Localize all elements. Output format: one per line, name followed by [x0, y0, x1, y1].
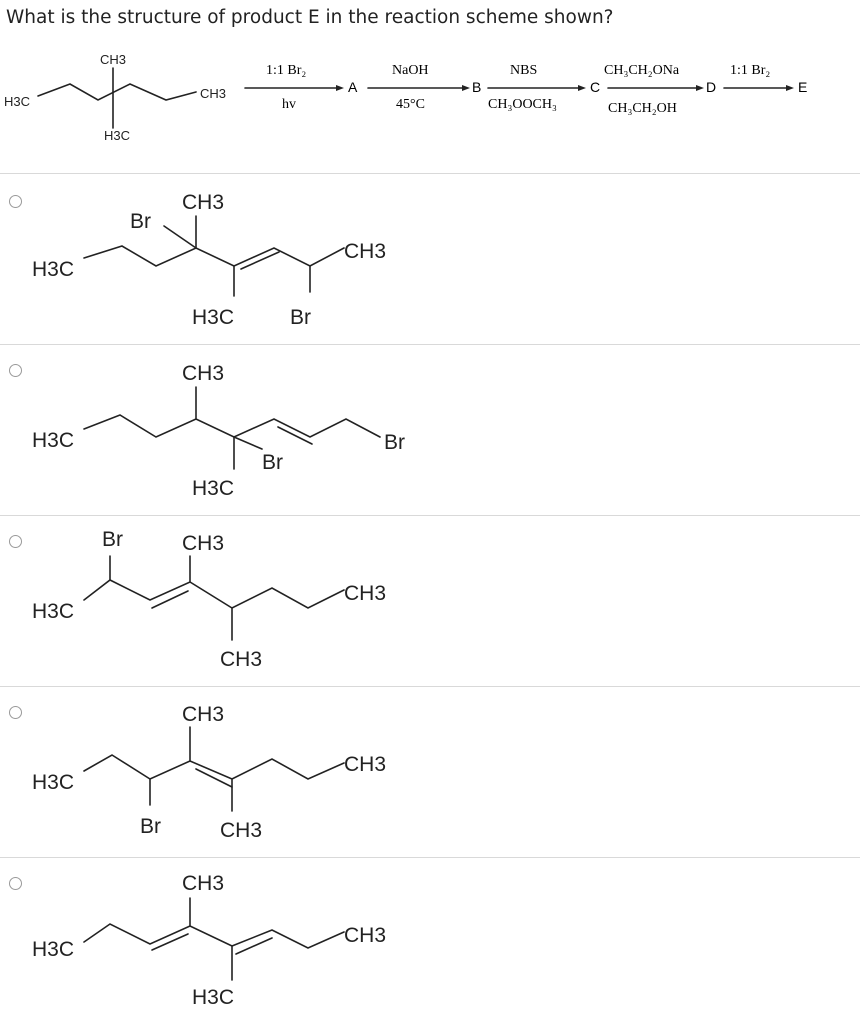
step2-reagent: NaOH: [392, 63, 429, 78]
reaction-step-2: [368, 63, 481, 112]
option-5-label: H3C: [32, 938, 75, 961]
option-2-label: H3C: [192, 477, 235, 500]
option-1-label: CH3: [344, 240, 387, 263]
option-1-structure: [0, 174, 860, 344]
option-1-label: H3C: [32, 258, 75, 281]
answer-option-2[interactable]: [0, 345, 860, 515]
option-2-label: CH3: [182, 362, 225, 385]
option-3-structure: [0, 516, 860, 686]
answer-option-4[interactable]: [0, 687, 860, 857]
reactant-structure: [4, 52, 226, 143]
option-4-label: Br: [140, 815, 161, 838]
option-1-label: CH3: [182, 191, 225, 214]
option-2-label: Br: [262, 451, 283, 474]
option-3-label: CH3: [182, 532, 225, 555]
product-b-label: B: [472, 79, 482, 95]
arrowhead-icon: [336, 85, 344, 91]
option-1-label: Br: [130, 210, 151, 233]
arrowhead-icon: [696, 85, 704, 91]
option-3-label: CH3: [220, 648, 263, 671]
question-text: What is the structure of product E in the reaction scheme shown?: [6, 7, 614, 28]
step4-condition: CH₃CH₂OH: [608, 101, 677, 116]
option-5-label: CH3: [182, 872, 225, 895]
option-3-label: CH3: [344, 582, 387, 605]
option-4-structure: [0, 687, 860, 857]
product-a-label: A: [348, 79, 358, 95]
reaction-step-1: [245, 63, 358, 112]
reaction-scheme: [0, 0, 860, 170]
step2-condition: 45°C: [396, 97, 425, 112]
option-1-label: Br: [290, 306, 311, 329]
step3-condition: CH₃OOCH₃: [488, 97, 557, 112]
option-2-structure: [0, 345, 860, 515]
answer-option-1[interactable]: [0, 174, 860, 344]
option-2-label: H3C: [32, 429, 75, 452]
step1-reagent: 1:1 Br₂: [266, 63, 307, 78]
option-5-structure: [0, 858, 860, 1024]
step4-reagent: CH₃CH₂ONa: [604, 63, 680, 78]
option-3-label: H3C: [32, 600, 75, 623]
option-4-label: CH3: [220, 819, 263, 842]
option-5-label: H3C: [192, 986, 235, 1009]
reactant-ch3-right-label: CH3: [200, 86, 227, 101]
option-5-label: CH3: [344, 924, 387, 947]
reactant-ch3-top-label: CH3: [100, 52, 127, 67]
option-4-label: H3C: [32, 771, 75, 794]
step3-reagent: NBS: [510, 63, 538, 78]
reaction-step-5: [724, 63, 807, 95]
arrowhead-icon: [462, 85, 470, 91]
option-3-label: Br: [102, 528, 123, 551]
product-d-label: D: [706, 79, 717, 95]
arrowhead-icon: [786, 85, 794, 91]
arrowhead-icon: [578, 85, 586, 91]
option-4-label: CH3: [182, 703, 225, 726]
option-1-label: H3C: [192, 306, 235, 329]
product-c-label: C: [590, 79, 601, 95]
reaction-step-4: [604, 63, 716, 116]
reactant-h3c-bottom-label: H3C: [104, 128, 131, 143]
product-e-label: E: [798, 79, 808, 95]
answer-option-5[interactable]: [0, 858, 860, 1024]
reaction-step-3: [488, 63, 600, 112]
step5-reagent: 1:1 Br₂: [730, 63, 771, 78]
option-2-label: Br: [384, 431, 405, 454]
option-4-label: CH3: [344, 753, 387, 776]
reactant-h3c-left-label: H3C: [4, 94, 31, 109]
answer-option-3[interactable]: [0, 516, 860, 686]
step1-condition: hv: [282, 97, 296, 112]
